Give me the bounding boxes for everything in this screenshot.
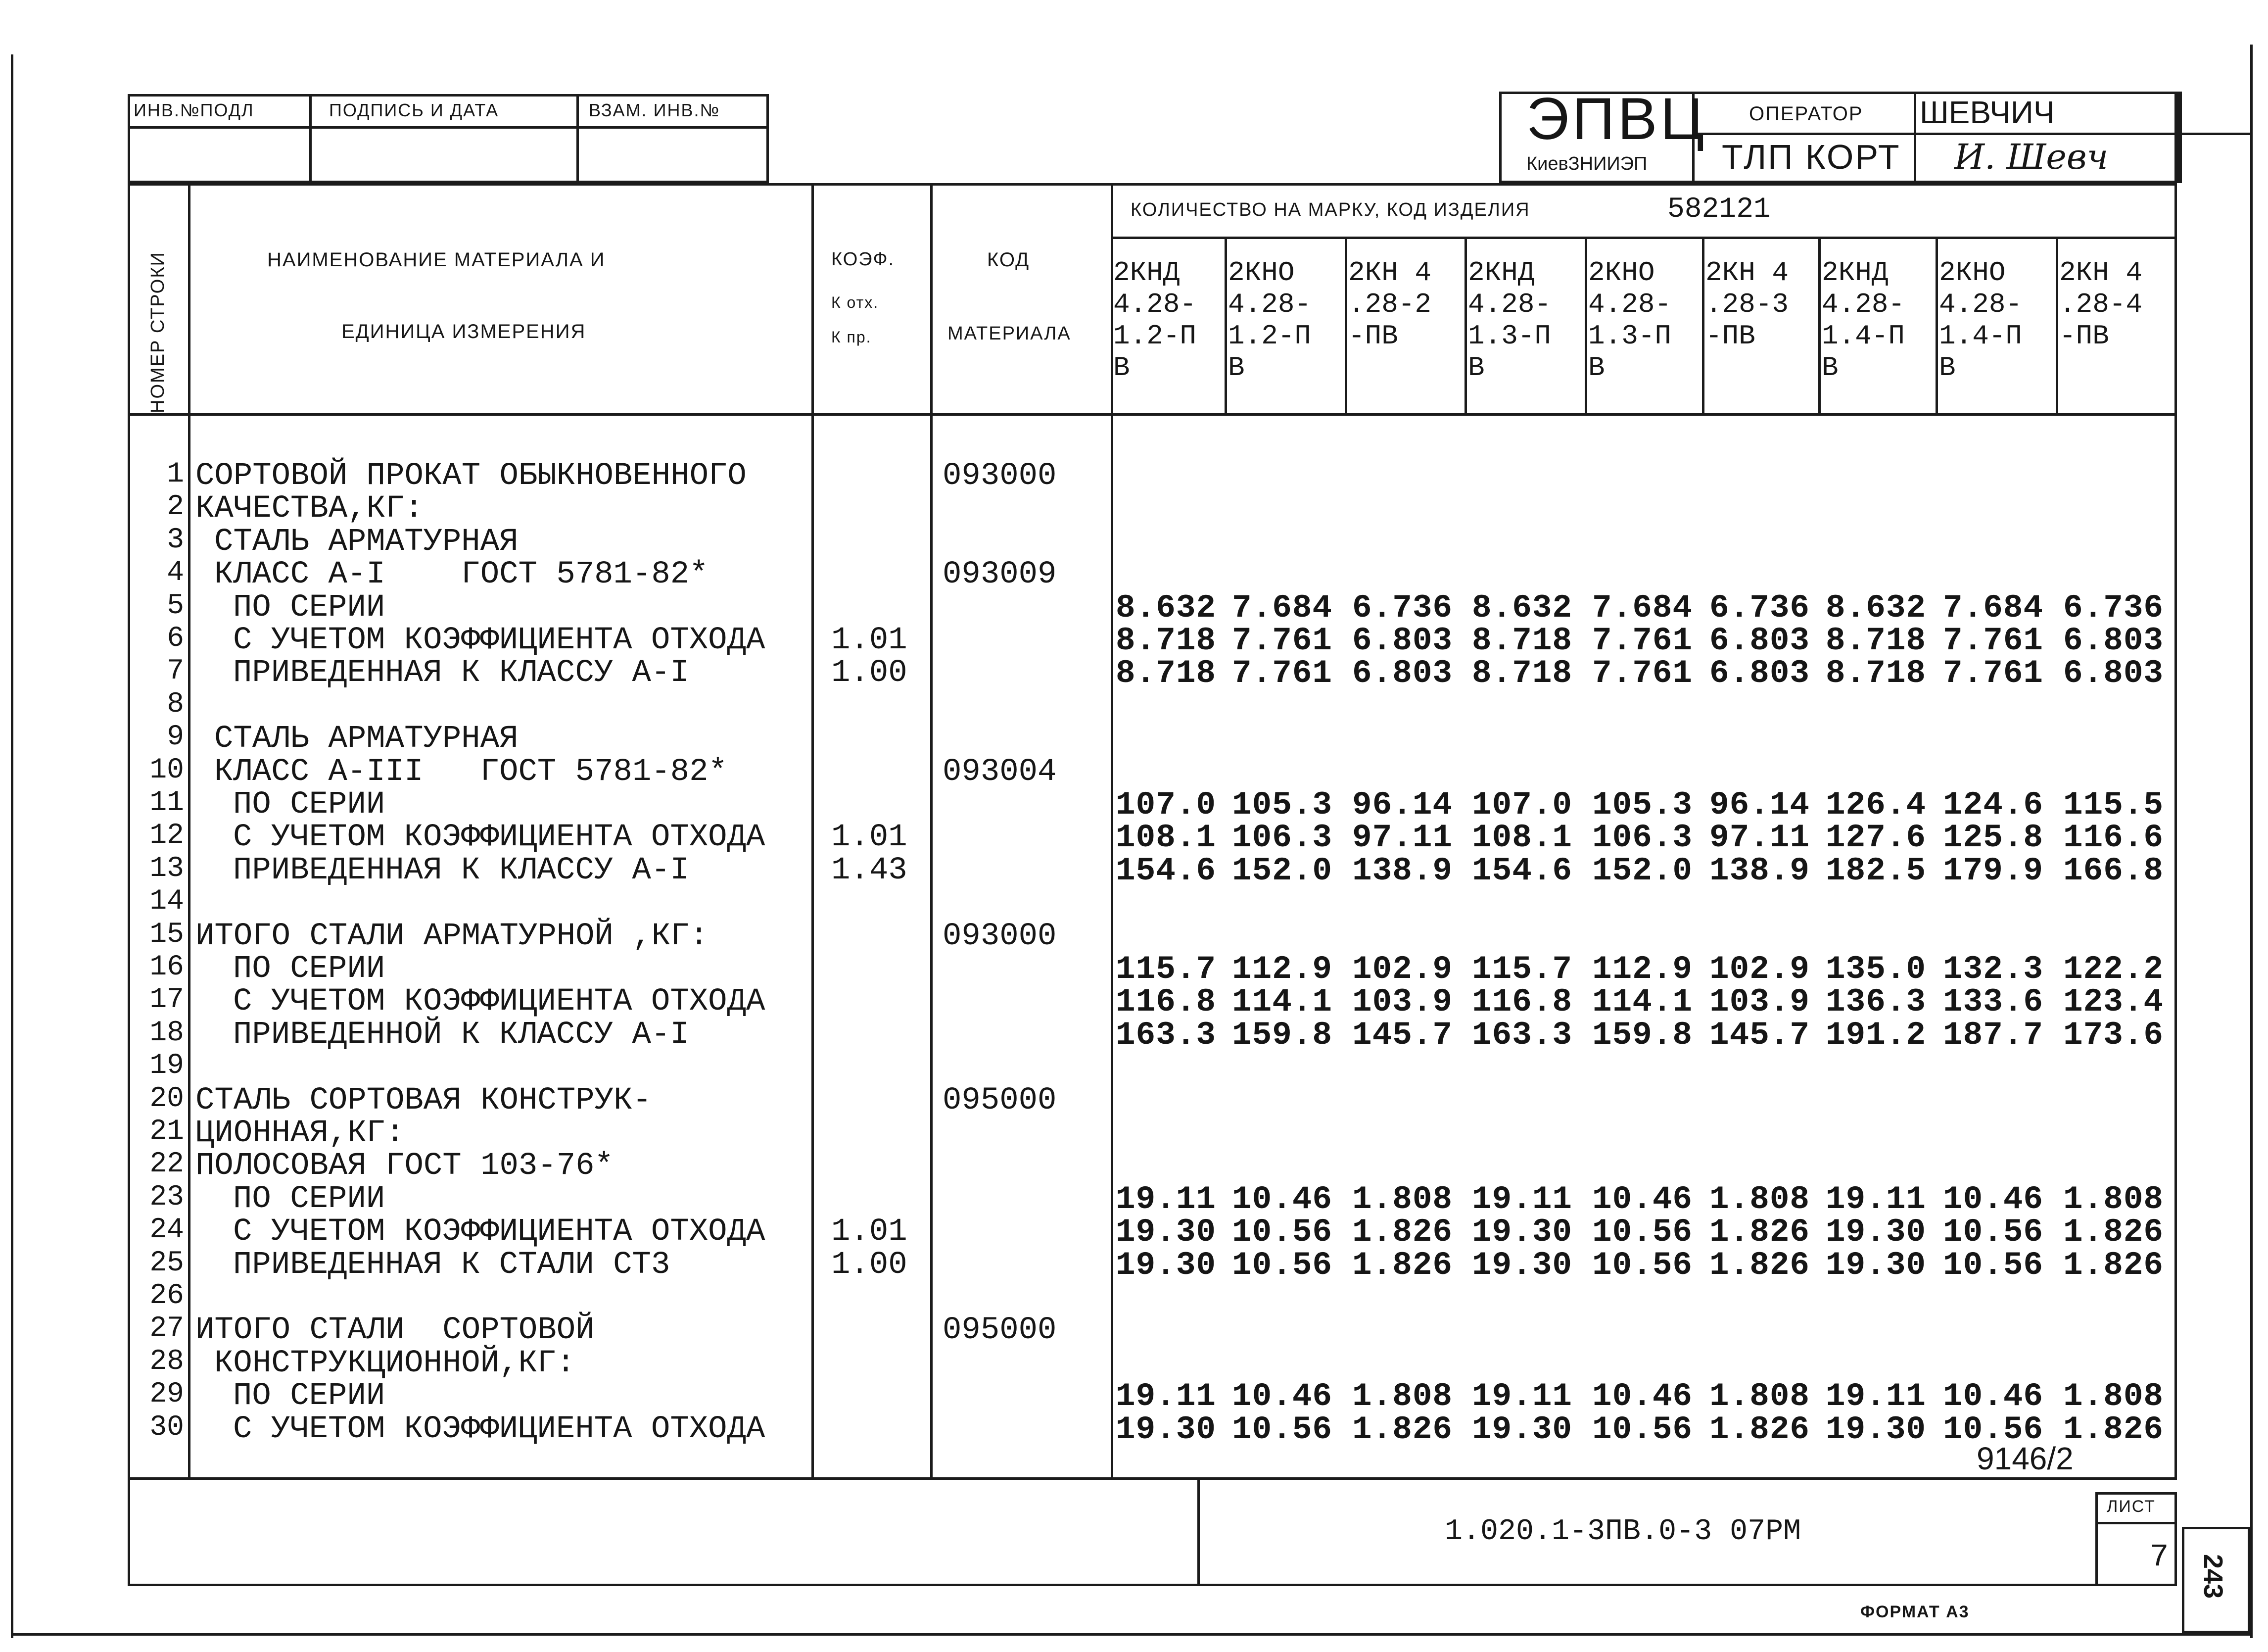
row-value: 125.8 xyxy=(1943,819,2044,857)
mark-header-line: -ПВ xyxy=(1348,320,1398,352)
mark-header-line: .28-3 xyxy=(1705,289,1789,320)
mark-header-line: 4.28- xyxy=(1228,289,1312,320)
header-bottom-line xyxy=(128,413,2177,416)
row-value: 7.761 xyxy=(1232,622,1333,659)
header-code-line1: КОД xyxy=(987,249,1030,271)
header-name-line1: НАИМЕНОВАНИЕ МАТЕРИАЛА И xyxy=(267,249,606,271)
row-number: 25 xyxy=(149,1247,184,1279)
row-coef: 1.01 xyxy=(831,1214,907,1250)
col-coef-divider xyxy=(930,183,933,1480)
mark-header-line: 4.28- xyxy=(1588,289,1672,320)
row-number: 28 xyxy=(149,1345,184,1378)
row-value: 123.4 xyxy=(2063,983,2164,1021)
row-number: 11 xyxy=(149,787,184,819)
row-number: 29 xyxy=(149,1378,184,1411)
row-name: ПРИВЕДЕННАЯ К КЛАССУ А-I xyxy=(233,852,689,888)
row-value: 8.632 xyxy=(1116,589,1217,627)
row-value: 115.7 xyxy=(1116,951,1217,988)
row-name: КЛАСС А-I ГОСТ 5781-82* xyxy=(214,557,709,593)
mark-header-line: 1.3-П xyxy=(1588,320,1672,352)
row-number: 1 xyxy=(167,458,184,490)
header-row-number: НОМЕР СТРОКИ xyxy=(147,251,168,413)
mark-header-line: -ПВ xyxy=(1705,320,1755,352)
row-value: 154.6 xyxy=(1472,852,1573,889)
row-value: 126.4 xyxy=(1826,786,1927,824)
qty-label: КОЛИЧЕСТВО НА МАРКУ, КОД ИЗДЕЛИЯ xyxy=(1131,199,1530,220)
mark-header-line: 1.3-П xyxy=(1468,320,1552,352)
row-code: 095000 xyxy=(943,1312,1057,1349)
row-name: КЛАСС А-III ГОСТ 5781-82* xyxy=(214,754,727,790)
row-value: 124.6 xyxy=(1943,786,2044,824)
row-value: 1.826 xyxy=(2063,1410,2164,1448)
row-coef: 1.00 xyxy=(831,655,907,691)
mark-header-line: 4.28- xyxy=(1822,289,1905,320)
mark-header-line: В xyxy=(1588,352,1605,384)
mark-header-line: 4.28- xyxy=(1939,289,2023,320)
row-value: 135.0 xyxy=(1826,951,1927,988)
row-value: 19.11 xyxy=(1472,1378,1573,1415)
row-code: 093009 xyxy=(943,557,1057,593)
row-value: 152.0 xyxy=(1592,852,1693,889)
row-name: СОРТОВОЙ ПРОКАТ ОБЫКНОВЕННОГО xyxy=(195,458,747,494)
row-value: 10.56 xyxy=(1232,1246,1333,1284)
row-number: 2 xyxy=(167,491,184,524)
row-name: С УЧЕТОМ КОЭФФИЦИЕНТА ОТХОДА xyxy=(233,984,765,1020)
row-value: 102.9 xyxy=(1352,951,1453,988)
mark-header-line: 4.28- xyxy=(1468,289,1552,320)
row-value: 1.808 xyxy=(1709,1378,1810,1415)
mark-header-line: 2КН 4 xyxy=(2059,257,2143,289)
sheet-label: ЛИСТ xyxy=(2107,1497,2156,1516)
sheet-box-divider xyxy=(2095,1522,2177,1524)
mark-header-line: 1.2-П xyxy=(1113,320,1197,352)
mark-header-line: .28-4 xyxy=(2059,289,2143,320)
col-rownum-divider xyxy=(188,183,190,1480)
header-coef-line3: К пр. xyxy=(831,328,872,346)
row-value: 136.3 xyxy=(1826,983,1927,1021)
row-value: 7.684 xyxy=(1592,589,1693,627)
row-value: 96.14 xyxy=(1709,786,1810,824)
row-value: 105.3 xyxy=(1232,786,1333,824)
row-code: 093000 xyxy=(943,458,1057,494)
row-value: 159.8 xyxy=(1592,1016,1693,1054)
row-name: ПО СЕРИИ xyxy=(233,589,385,626)
row-number: 9 xyxy=(167,721,184,754)
row-value: 122.2 xyxy=(2063,951,2164,988)
row-value: 10.46 xyxy=(1592,1378,1693,1415)
row-value: 116.8 xyxy=(1116,983,1217,1021)
product-code: 582121 xyxy=(1667,194,1771,226)
header-coef-line1: КОЭФ. xyxy=(831,249,895,270)
footer-bottom xyxy=(128,1584,2177,1586)
row-value: 19.11 xyxy=(1826,1378,1927,1415)
row-value: 8.718 xyxy=(1116,655,1217,692)
row-coef: 1.00 xyxy=(831,1247,907,1283)
row-number: 14 xyxy=(149,885,184,918)
row-number: 26 xyxy=(149,1280,184,1312)
doc-code: 1.020.1-3ПВ.0-3 07РМ xyxy=(1445,1515,1801,1549)
row-value: 8.718 xyxy=(1116,622,1217,659)
col-right-divider xyxy=(2174,183,2177,1480)
row-value: 116.6 xyxy=(2063,819,2164,857)
row-value: 105.3 xyxy=(1592,786,1693,824)
row-number: 10 xyxy=(149,754,184,786)
row-code: 093000 xyxy=(943,918,1057,954)
row-value: 107.0 xyxy=(1116,786,1217,824)
row-value: 7.761 xyxy=(1943,655,2044,692)
row-value: 182.5 xyxy=(1826,852,1927,889)
mark-header-line: В xyxy=(1228,352,1245,384)
table-bottom-line xyxy=(128,1477,2177,1480)
row-value: 1.808 xyxy=(2063,1378,2164,1415)
row-name: С УЧЕТОМ КОЭФФИЦИЕНТА ОТХОДА xyxy=(233,820,765,856)
row-number: 27 xyxy=(149,1312,184,1345)
outer-frame-bottom xyxy=(11,1633,2253,1636)
row-number: 24 xyxy=(149,1214,184,1247)
row-number: 13 xyxy=(149,852,184,885)
row-value: 1.826 xyxy=(2063,1246,2164,1284)
row-number: 4 xyxy=(167,557,184,589)
row-value: 6.803 xyxy=(2063,622,2164,659)
row-value: 1.808 xyxy=(1352,1180,1453,1218)
outer-frame-right xyxy=(2250,45,2253,1638)
row-value: 1.826 xyxy=(1352,1410,1453,1448)
row-value: 1.826 xyxy=(1709,1246,1810,1284)
mark-header-line: В xyxy=(1822,352,1839,384)
row-number: 16 xyxy=(149,951,184,983)
row-coef: 1.43 xyxy=(831,852,907,888)
footer-divider xyxy=(1197,1477,1200,1586)
row-value: 7.684 xyxy=(1943,589,2044,627)
row-value: 127.6 xyxy=(1826,819,1927,857)
row-value: 114.1 xyxy=(1592,983,1693,1021)
mark-divider xyxy=(1702,237,1704,413)
row-value: 114.1 xyxy=(1232,983,1333,1021)
row-value: 10.56 xyxy=(1943,1246,2044,1284)
row-value: 8.718 xyxy=(1472,622,1573,659)
mark-header-line: 1.4-П xyxy=(1939,320,2023,352)
row-coef: 1.01 xyxy=(831,623,907,658)
outer-frame-left xyxy=(11,54,13,1638)
row-value: 138.9 xyxy=(1709,852,1810,889)
row-value: 19.11 xyxy=(1116,1180,1217,1218)
mark-divider xyxy=(1465,237,1467,413)
row-number: 20 xyxy=(149,1082,184,1115)
row-value: 112.9 xyxy=(1232,951,1333,988)
row-value: 19.11 xyxy=(1472,1180,1573,1218)
stamp-col2 xyxy=(576,94,579,183)
row-value: 173.6 xyxy=(2063,1016,2164,1054)
row-name: ИТОГО СТАЛИ СОРТОВОЙ xyxy=(195,1312,595,1349)
row-value: 106.3 xyxy=(1232,819,1333,857)
org-name: ЭПВЦ xyxy=(1526,86,1707,152)
row-number: 8 xyxy=(167,688,184,721)
system-name: ТЛП КОРТ xyxy=(1722,138,1901,176)
row-value: 6.803 xyxy=(2063,655,2164,692)
mark-header-line: 2КНД xyxy=(1468,257,1535,289)
row-name: ПРИВЕДЕННОЙ К КЛАССУ А-I xyxy=(233,1017,689,1053)
row-value: 10.46 xyxy=(1232,1180,1333,1218)
row-value: 6.736 xyxy=(1352,589,1453,627)
row-value: 97.11 xyxy=(1352,819,1453,857)
row-value: 19.30 xyxy=(1826,1246,1927,1284)
sheet-number: 7 xyxy=(2150,1540,2169,1575)
row-number: 6 xyxy=(167,623,184,655)
row-value: 159.8 xyxy=(1232,1016,1333,1054)
row-name: ПО СЕРИИ xyxy=(233,951,385,987)
row-value: 8.718 xyxy=(1826,655,1927,692)
row-value: 1.826 xyxy=(2063,1214,2164,1251)
row-value: 19.30 xyxy=(1116,1214,1217,1251)
row-value: 115.7 xyxy=(1472,951,1573,988)
row-number: 23 xyxy=(149,1181,184,1214)
row-number: 18 xyxy=(149,1017,184,1049)
row-number: 30 xyxy=(149,1411,184,1444)
header-code-line2: МАТЕРИАЛА xyxy=(947,323,1071,344)
row-value: 103.9 xyxy=(1709,983,1810,1021)
mark-header-line: 2КНО xyxy=(1228,257,1295,289)
mark-header-line: -ПВ xyxy=(2059,320,2109,352)
row-value: 10.56 xyxy=(1592,1410,1693,1448)
row-name: СТАЛЬ СОРТОВАЯ КОНСТРУК- xyxy=(195,1082,652,1118)
row-value: 10.56 xyxy=(1943,1410,2044,1448)
row-value: 1.808 xyxy=(1709,1180,1810,1218)
row-number: 12 xyxy=(149,820,184,852)
mark-header-line: 2КНД xyxy=(1822,257,1889,289)
operator-signature: И. Шевч xyxy=(1954,137,2109,177)
row-value: 1.808 xyxy=(1352,1378,1453,1415)
row-value: 96.14 xyxy=(1352,786,1453,824)
row-value: 132.3 xyxy=(1943,951,2044,988)
row-code: 095000 xyxy=(943,1082,1057,1118)
qty-label-line xyxy=(1111,237,2177,239)
row-value: 8.632 xyxy=(1826,589,1927,627)
row-value: 6.736 xyxy=(2063,589,2164,627)
mark-divider xyxy=(1345,237,1347,413)
row-value: 1.826 xyxy=(1352,1246,1453,1284)
row-value: 6.803 xyxy=(1709,655,1810,692)
row-value: 19.30 xyxy=(1826,1214,1927,1251)
row-value: 7.761 xyxy=(1943,622,2044,659)
page-mark: 243 xyxy=(2198,1554,2228,1599)
row-value: 19.30 xyxy=(1116,1246,1217,1284)
row-number: 17 xyxy=(149,984,184,1017)
row-value: 97.11 xyxy=(1709,819,1810,857)
mark-header-line: В xyxy=(1939,352,1956,384)
row-value: 1.826 xyxy=(1352,1214,1453,1251)
row-value: 152.0 xyxy=(1232,852,1333,889)
row-name: С УЧЕТОМ КОЭФФИЦИЕНТА ОТХОДА xyxy=(233,1411,765,1447)
mark-divider xyxy=(1936,237,1938,413)
row-value: 7.761 xyxy=(1592,622,1693,659)
doc-number: 9146/2 xyxy=(1977,1441,2074,1476)
row-value: 19.30 xyxy=(1826,1410,1927,1448)
row-value: 166.8 xyxy=(2063,852,2164,889)
row-value: 7.761 xyxy=(1232,655,1333,692)
row-value: 145.7 xyxy=(1709,1016,1810,1054)
row-value: 8.718 xyxy=(1826,622,1927,659)
format-label: ФОРМАТ А3 xyxy=(1860,1603,1970,1621)
mark-header-line: 1.2-П xyxy=(1228,320,1312,352)
row-value: 10.56 xyxy=(1232,1410,1333,1448)
row-value: 179.9 xyxy=(1943,852,2044,889)
row-value: 138.9 xyxy=(1352,852,1453,889)
footer-left xyxy=(128,1477,130,1586)
row-value: 6.803 xyxy=(1709,622,1810,659)
header-name-line2: ЕДИНИЦА ИЗМЕРЕНИЯ xyxy=(341,321,586,342)
row-value: 10.56 xyxy=(1232,1214,1333,1251)
row-name: ПО СЕРИИ xyxy=(233,787,385,823)
stamp-col1 xyxy=(309,94,312,183)
row-value: 102.9 xyxy=(1709,951,1810,988)
row-value: 112.9 xyxy=(1592,951,1693,988)
row-name: КОНСТРУКЦИОННОЙ,КГ: xyxy=(214,1345,575,1381)
row-value: 187.7 xyxy=(1943,1016,2044,1054)
row-name: СТАЛЬ АРМАТУРНАЯ xyxy=(214,721,519,757)
row-value: 7.684 xyxy=(1232,589,1333,627)
col-name-divider xyxy=(811,183,814,1480)
row-number: 22 xyxy=(149,1148,184,1181)
row-number: 15 xyxy=(149,918,184,951)
row-value: 6.803 xyxy=(1352,622,1453,659)
row-number: 3 xyxy=(167,524,184,556)
org-block-right-edge xyxy=(2177,92,2182,183)
mark-header-line: В xyxy=(1113,352,1130,384)
row-value: 6.803 xyxy=(1352,655,1453,692)
row-value: 8.632 xyxy=(1472,589,1573,627)
row-value: 10.46 xyxy=(1943,1378,2044,1415)
row-value: 19.11 xyxy=(1826,1180,1927,1218)
row-value: 103.9 xyxy=(1352,983,1453,1021)
row-value: 133.6 xyxy=(1943,983,2044,1021)
org-subname: КиевЗНИИЭП xyxy=(1526,153,1648,174)
row-value: 7.761 xyxy=(1592,655,1693,692)
row-name: КАЧЕСТВА,КГ: xyxy=(195,491,424,527)
row-value: 10.46 xyxy=(1943,1180,2044,1218)
row-name: ИТОГО СТАЛИ АРМАТУРНОЙ ,КГ: xyxy=(195,918,709,954)
row-value: 19.30 xyxy=(1472,1214,1573,1251)
row-value: 1.808 xyxy=(2063,1180,2164,1218)
row-number: 7 xyxy=(167,655,184,688)
row-code: 093004 xyxy=(943,754,1057,790)
stamp-inv-podl: ИНВ.№ПОДЛ xyxy=(134,100,254,120)
row-value: 106.3 xyxy=(1592,819,1693,857)
row-name: С УЧЕТОМ КОЭФФИЦИЕНТА ОТХОДА xyxy=(233,623,765,658)
operator-label: ОПЕРАТОР xyxy=(1749,103,1863,125)
stamp-signature-date: ПОДПИСЬ И ДАТА xyxy=(329,100,499,120)
mark-header-line: 2КН 4 xyxy=(1705,257,1789,289)
mark-header-line: 2КНО xyxy=(1588,257,1655,289)
row-value: 19.30 xyxy=(1472,1246,1573,1284)
row-name: ПРИВЕДЕННАЯ К КЛАССУ А-I xyxy=(233,655,689,691)
row-value: 108.1 xyxy=(1472,819,1573,857)
stamp-top-left-divider xyxy=(128,126,769,129)
mark-header-line: 2КН 4 xyxy=(1348,257,1432,289)
row-name: ПОЛОСОВАЯ ГОСТ 103-76* xyxy=(195,1148,614,1184)
row-name: С УЧЕТОМ КОЭФФИЦИЕНТА ОТХОДА xyxy=(233,1214,765,1250)
row-value: 10.56 xyxy=(1943,1214,2044,1251)
row-value: 163.3 xyxy=(1472,1016,1573,1054)
row-value: 154.6 xyxy=(1116,852,1217,889)
stamp-vzam-inv: ВЗАМ. ИНВ.№ xyxy=(589,100,720,120)
row-value: 115.5 xyxy=(2063,786,2164,824)
row-value: 10.56 xyxy=(1592,1214,1693,1251)
row-name: СТАЛЬ АРМАТУРНАЯ xyxy=(214,524,519,560)
mark-header-line: 2КНД xyxy=(1113,257,1180,289)
row-value: 10.46 xyxy=(1232,1378,1333,1415)
row-value: 19.30 xyxy=(1472,1410,1573,1448)
mark-header-line: В xyxy=(1468,352,1485,384)
row-name: ПО СЕРИИ xyxy=(233,1181,385,1217)
row-value: 6.736 xyxy=(1709,589,1810,627)
row-value: 107.0 xyxy=(1472,786,1573,824)
mark-divider xyxy=(1585,237,1587,413)
row-name: ПРИВЕДЕННАЯ К СТАЛИ СТ3 xyxy=(233,1247,670,1283)
row-value: 8.718 xyxy=(1472,655,1573,692)
mark-header-line: 1.4-П xyxy=(1822,320,1905,352)
row-value: 19.11 xyxy=(1116,1378,1217,1415)
row-value: 1.826 xyxy=(1709,1410,1810,1448)
mark-header-line: .28-2 xyxy=(1348,289,1432,320)
row-value: 145.7 xyxy=(1352,1016,1453,1054)
operator-name: ШЕВЧИЧ xyxy=(1920,95,2055,130)
row-value: 108.1 xyxy=(1116,819,1217,857)
row-name: ЦИОННАЯ,КГ: xyxy=(195,1116,405,1151)
row-name: ПО СЕРИИ xyxy=(233,1378,385,1414)
row-number: 19 xyxy=(149,1050,184,1082)
row-number: 5 xyxy=(167,589,184,622)
row-value: 191.2 xyxy=(1826,1016,1927,1054)
mark-header-line: 4.28- xyxy=(1113,289,1197,320)
row-coef: 1.01 xyxy=(831,820,907,856)
row-value: 163.3 xyxy=(1116,1016,1217,1054)
header-coef-line2: К отх. xyxy=(831,293,879,311)
row-value: 1.826 xyxy=(1709,1214,1810,1251)
mark-divider xyxy=(1225,237,1227,413)
row-value: 10.46 xyxy=(1592,1180,1693,1218)
row-value: 19.30 xyxy=(1116,1410,1217,1448)
row-value: 116.8 xyxy=(1472,983,1573,1021)
mark-divider xyxy=(2056,237,2058,413)
row-value: 10.56 xyxy=(1592,1246,1693,1284)
mark-divider xyxy=(1818,237,1821,413)
mark-header-line: 2КНО xyxy=(1939,257,2006,289)
row-number: 21 xyxy=(149,1116,184,1148)
